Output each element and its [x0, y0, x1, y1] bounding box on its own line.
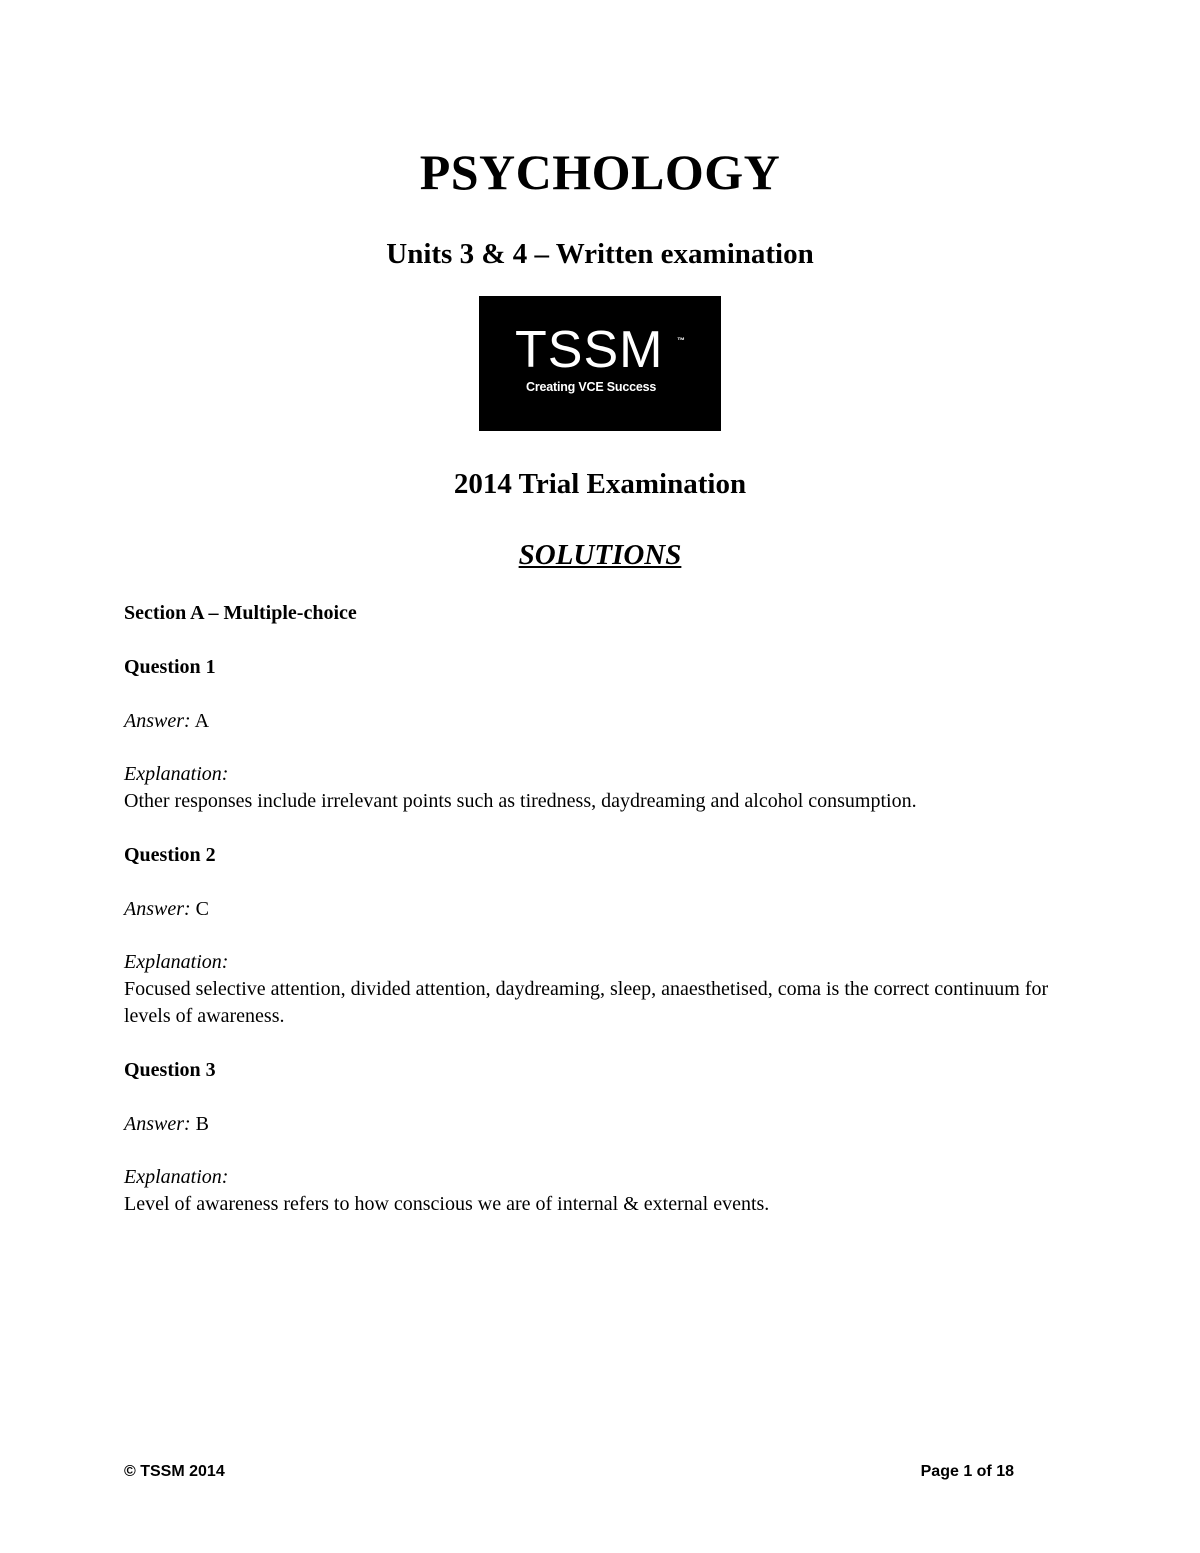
- logo-trademark: ™: [677, 336, 685, 345]
- explanation-label: Explanation:: [124, 763, 229, 785]
- answer-label: Answer:: [124, 1113, 191, 1135]
- answer-value: A: [194, 710, 210, 732]
- question-title: Question 3: [124, 1059, 216, 1081]
- question-title: Question 1: [124, 656, 216, 678]
- explanation-label: Explanation:: [124, 1166, 229, 1188]
- question-title: Question 2: [124, 844, 216, 866]
- solutions-heading: SOLUTIONS: [518, 539, 682, 571]
- question-block-1: [124, 653, 1084, 815]
- answer-label: Answer:: [124, 898, 191, 920]
- explanation-text: Focused selective attention, divided attention, daydreaming, sleep, anaesthetised, coma is the correct continuum for levels of awareness.: [124, 978, 1049, 1027]
- question-block-2: [124, 841, 1084, 1030]
- section-heading: Section A – Multiple-choice: [124, 602, 357, 624]
- footer-page-number: Page 1 of 18: [920, 1463, 1014, 1480]
- explanation-text: Level of awareness refers to how conscious we are of internal & external events.: [124, 1193, 770, 1215]
- document-subtitle: Units 3 & 4 – Written examination: [386, 238, 814, 270]
- solutions-content: [124, 599, 1084, 1244]
- footer-copyright: © TSSM 2014: [124, 1463, 225, 1480]
- tssm-logo: [479, 296, 721, 431]
- exam-year-title: 2014 Trial Examination: [453, 468, 747, 500]
- answer-value: B: [195, 1113, 210, 1135]
- answer-line: [124, 895, 1084, 923]
- logo-tagline: Creating VCE Success: [526, 380, 657, 394]
- logo-mark: TSSM: [515, 321, 664, 379]
- document-title: PSYCHOLOGY: [419, 144, 781, 200]
- explanation-text: Other responses include irrelevant points such as tiredness, daydreaming and alcohol consumption.: [124, 790, 917, 812]
- explanation-label: Explanation:: [124, 951, 229, 973]
- answer-line: [124, 1110, 1084, 1138]
- answer-value: C: [195, 898, 210, 920]
- answer-label: Answer:: [124, 710, 191, 732]
- answer-line: [124, 707, 1084, 735]
- question-block-3: [124, 1056, 1084, 1218]
